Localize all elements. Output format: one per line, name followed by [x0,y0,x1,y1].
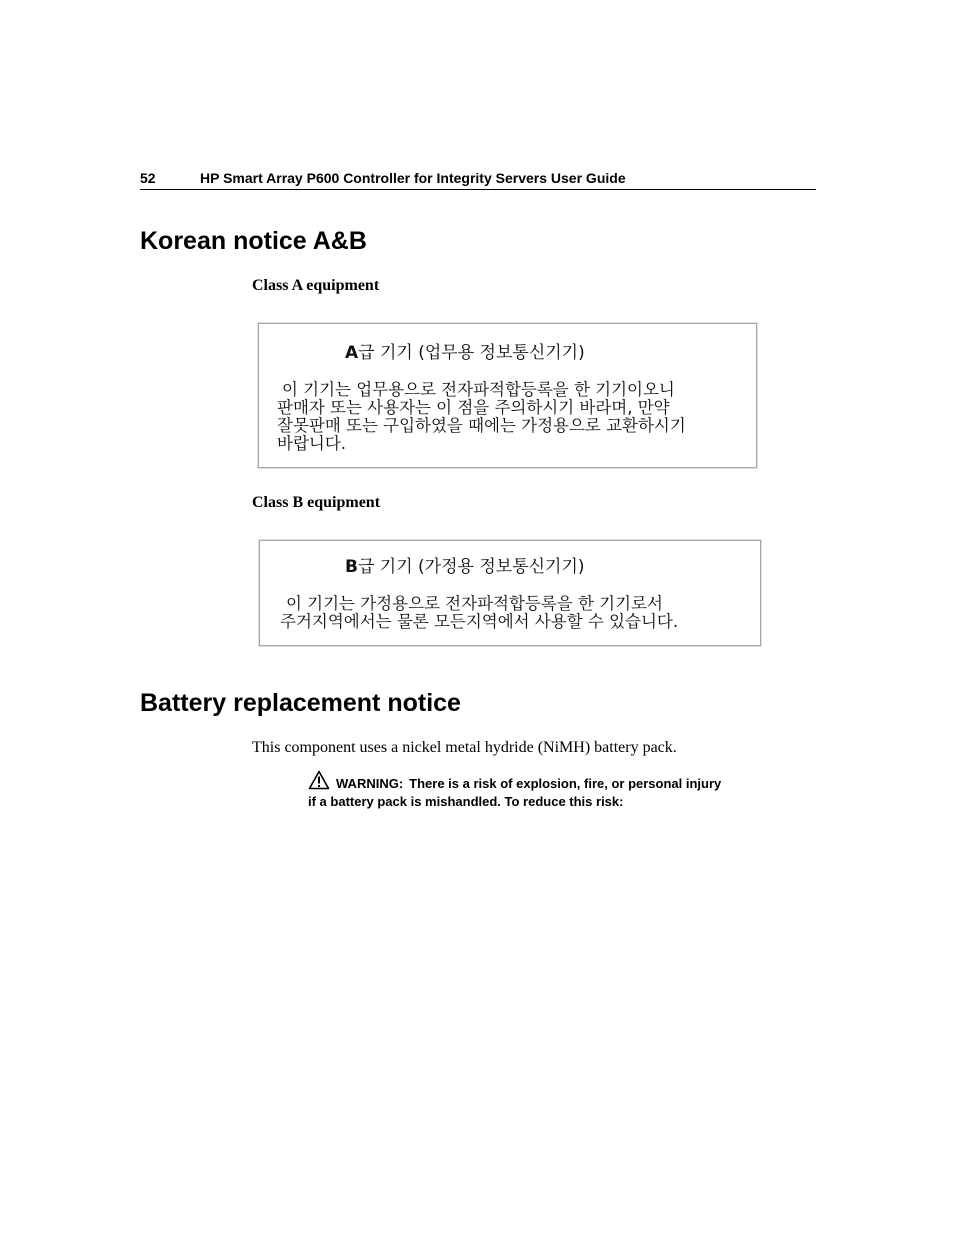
warning-label: WARNING: [336,776,404,791]
class-a-label-line: 잘못판매 또는 구입하였을 때에는 가정용으로 교환하시기 [277,416,686,435]
class-a-title-text: 급 기기 (업무용 정보통신기기) [358,343,585,363]
class-b-title-text: 급 기기 (가정용 정보통신기기) [357,557,585,577]
class-a-label-title [345,342,585,364]
page-number: 52 [140,170,156,186]
document-title: HP Smart Array P600 Controller for Integrity Servers User Guide [200,170,626,186]
class-a-heading: Class A equipment [252,277,380,294]
class-b-label-line: 이 기기는 가정용으로 전자파적합등록을 한 기기로서 [286,594,663,613]
battery-warning [308,770,768,810]
class-a-label-body [277,381,686,453]
class-b-label-line: 주거지역에서는 물론 모든지역에서 사용할 수 있습니다. [280,612,679,631]
class-a-label-line: 이 기기는 업무용으로 전자파적합등록을 한 기기이오니 [282,380,675,399]
warning-triangle-icon [308,770,330,794]
battery-notice-heading: Battery replacement notice [140,689,461,717]
class-b-label-image [259,540,761,646]
class-b-heading: Class B equipment [252,494,381,511]
battery-body-text: This component uses a nickel metal hydride (NiMH) battery pack. [252,739,677,756]
class-a-letter: A [345,343,359,363]
class-b-letter: B [345,557,358,577]
page-header [140,168,816,190]
class-a-label-line: 바랍니다. [277,434,347,453]
class-b-label-body [280,595,678,631]
warning-text-2: if a battery pack is mishandled. To reduce this risk: [308,794,624,809]
korean-notice-heading: Korean notice A&B [140,227,367,255]
warning-text-1: There is a risk of explosion, fire, or personal injury [409,776,722,791]
warning-line-1 [308,770,768,794]
class-a-label-image [258,323,757,468]
class-a-label-line: 판매자 또는 사용자는 이 점을 주의하시기 바라며, 만약 [277,398,670,417]
class-b-label-title [345,556,585,578]
